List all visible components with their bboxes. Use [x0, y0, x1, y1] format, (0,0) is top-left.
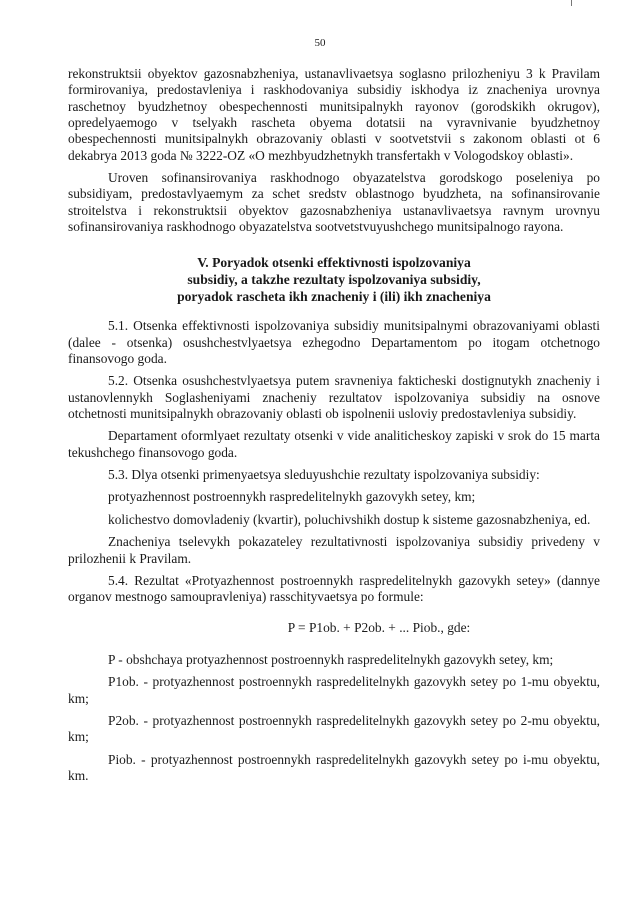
paragraph-5-3: 5.3. Dlya otsenki primenyaetsya sleduyushchie rezultaty ispolzovaniya subsidiy: [108, 467, 540, 483]
paragraph-5-4: 5.4. Rezultat «Protyazhennost postroennykh raspredelitelnykh gazovykh setey» (dannye organov mestnogo samoupravleniya) rasschityvaetsya po formule: [68, 572, 600, 605]
definition-total-length: P - obshchaya protyazhennost postroennykh raspredelitelnykh gazovykh setey, km; [108, 651, 554, 667]
paragraph-5-2: 5.2. Otsenka osushchestvlyaetsya putem sravneniya fakticheski dostignutykh znacheniy i ustanovlennykh Soglasheniyami znacheniy rezultatov ispolzovaniya subsidiy na osnove otchetnosti munitsipalnykh obrazovaniy oblasti ob ispolnenii usloviy predostavleniya subsidiy. [68, 373, 600, 422]
paragraph-result-households: kolichestvo domovladeniy (kvartir), poluchivshikh dostup k sisteme gazosnabzheniya, ed. [108, 511, 591, 527]
paragraph-result-length: protyazhennost postroennykh raspredelitelnykh gazovykh setey, km; [108, 489, 476, 505]
section-heading [68, 255, 600, 306]
section-heading-line: poryadok rascheta ikh znacheniy i (ili) ikh znacheniya [177, 289, 491, 305]
paragraph-5-1: 5.1. Otsenka effektivnosti ispolzovaniya subsidiy munitsipalnymi obrazovaniyami oblasti (dalee - otsenka) osushchestvlyaetsya ezhegodno Departamentom po itogam otchetnogo finansovogo goda. [68, 318, 600, 367]
paragraph-cofinancing-level: Uroven sofinansirovaniya raskhodnogo obyazatelstva gorodskogo poseleniya po subsidiyam, predostavlyaemym za schet sredstv oblastnogo byudzheta, na sofinansirovanie stroitelstva i rekonstruktsii obyektov gazosnabzheniya ustanavlivaetsya ravnym urovnyu sofinansirovaniya raskhodnogo obyazatelstva sootvetstvuyushchego munitsipalnogo rayona. [68, 170, 600, 235]
definition-object-i: Piob. - protyazhennost postroennykh raspredelitelnykh gazovykh setey po i-mu obyektu, km. [68, 751, 600, 783]
formula: P = P1ob. + P2ob. + ... Piob., gde: [287, 619, 471, 635]
scan-edge-mark [571, 0, 580, 6]
page-number: 50 [314, 37, 326, 49]
section-heading-line: subsidiy, a takzhe rezultaty ispolzovaniya subsidiy, [187, 272, 481, 288]
paragraph-department-report: Departament oformlyaet rezultaty otsenki v vide analiticheskoy zapiski v srok do 15 marta tekushchego finansovogo goda. [68, 428, 600, 460]
definition-object-2: P2ob. - protyazhennost postroennykh raspredelitelnykh gazovykh setey po 2-mu obyektu, km; [68, 712, 600, 745]
definition-object-1: P1ob. - protyazhennost postroennykh raspredelitelnykh gazovykh setey po 1-mu obyektu, km; [68, 674, 600, 706]
paragraph-continuation: rekonstruktsii obyektov gazosnabzheniya, ustanavlivaetsya soglasno prilozheniyu 3 k Pravilam formirovaniya, predostavleniya i raskhodovaniya subsidiy iskhodya iz znacheniya urovnya raschetnoy byudzhetnoy obespechennosti munitsipalnykh rayonov (gorodskikh okrugov), opredelyaemogo v tselyakh rascheta obyema dotatsii na vyravnivanie byudzhetnoy obespechennosti munitsipalnykh obrazovaniy oblasti v sootvetstvii s zakonom oblasti ot 6 dekabrya 2013 goda № 3222-OZ «O mezhbyudzhetnykh transfertakh v Vologodskoy oblasti». [68, 66, 600, 163]
paragraph-target-values: Znacheniya tselevykh pokazateley rezultativnosti ispolzovaniya subsidiy privedeny v prilozhenii k Pravilam. [68, 534, 600, 566]
document-body [68, 66, 600, 790]
section-heading-line: V. Poryadok otsenki effektivnosti ispolzovaniya [197, 255, 471, 271]
